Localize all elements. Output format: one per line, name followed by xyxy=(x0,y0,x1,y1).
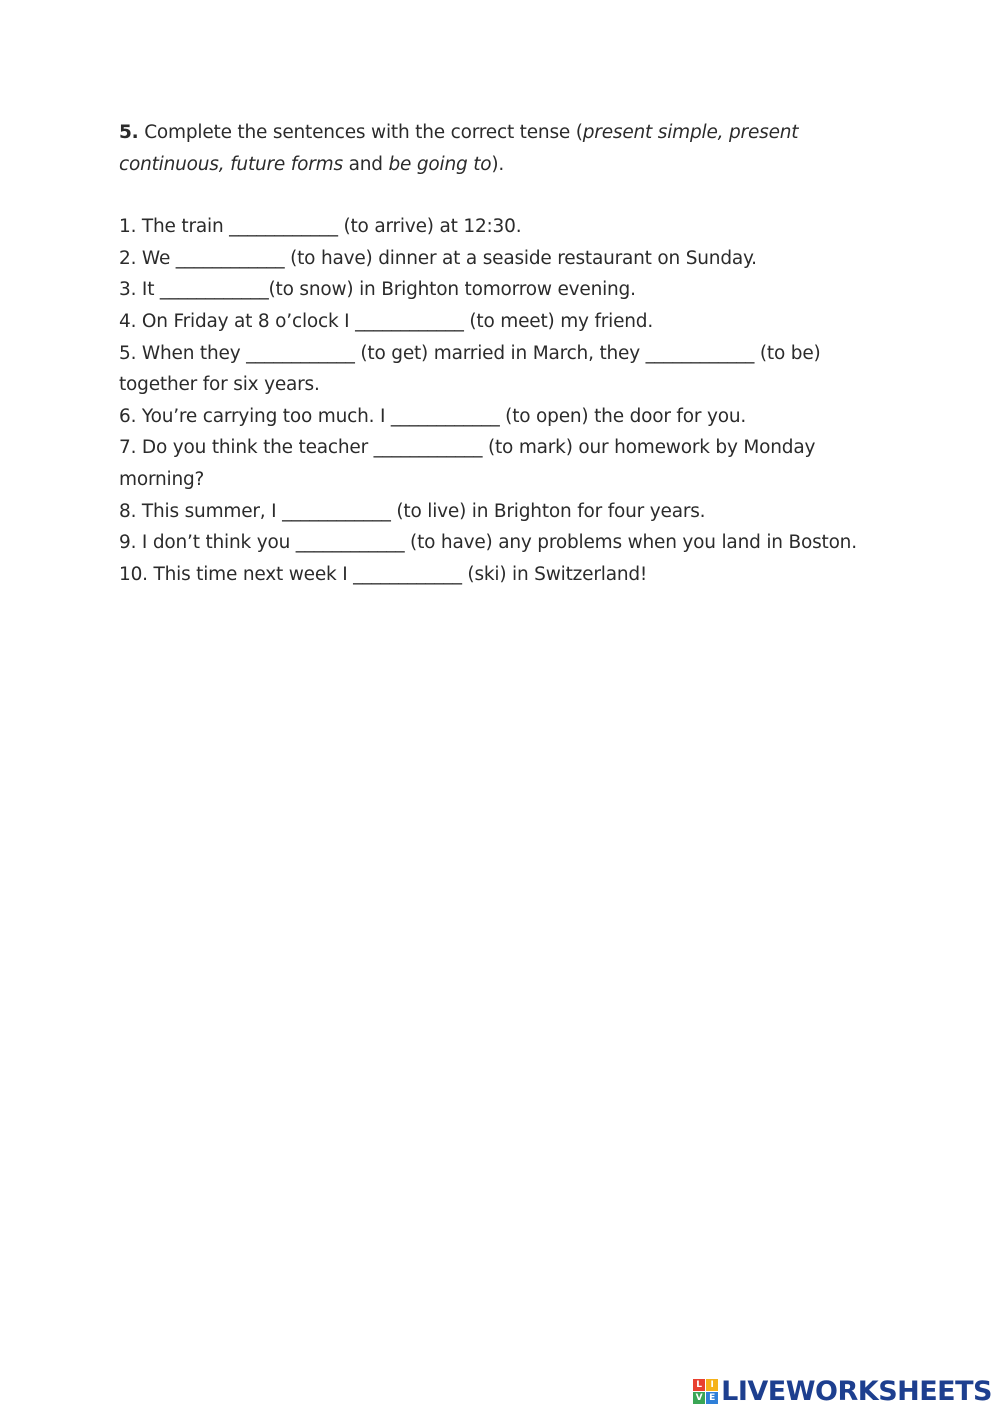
instruction-italic-tenses: present simple, present continuous, future forms xyxy=(119,122,799,175)
logo-text: LIVEWORKSHEETS xyxy=(721,1376,992,1407)
sentence-4: 4. On Friday at 8 o’clock I ____________ (to meet) my friend. xyxy=(119,310,654,332)
logo-block: E xyxy=(706,1392,718,1404)
exercise-instruction xyxy=(119,117,889,180)
exercise-number: 5. xyxy=(119,122,139,143)
sentence-5: 5. When they ____________ (to get) married in March, they ____________ (to be) together for six years. xyxy=(119,342,827,396)
instruction-text: Complete the sentences with the correct tense ( xyxy=(138,122,583,143)
sentence-10: 10. This time next week I ____________ (ski) in Switzerland! xyxy=(119,563,648,585)
instruction-italic-going-to: be going to xyxy=(388,153,492,175)
logo-block: L xyxy=(693,1379,705,1391)
sentence-8: 8. This summer, I ____________ (to live) in Brighton for four years. xyxy=(119,500,706,522)
worksheet-content xyxy=(119,117,889,590)
logo-blocks-icon xyxy=(693,1379,718,1404)
sentence-1: 1. The train ____________ (to arrive) at 12:30. xyxy=(119,216,522,238)
sentence-3: 3. It ____________(to snow) in Brighton tomorrow evening. xyxy=(119,279,636,301)
liveworksheets-logo xyxy=(693,1376,992,1407)
sentence-9: 9. I don’t think you ____________ (to have) any problems when you land in Boston. xyxy=(119,532,857,554)
sentence-7: 7. Do you think the teacher ____________ (to mark) our homework by Monday morning? xyxy=(119,437,821,490)
sentence-6: 6. You’re carrying too much. I ____________ (to open) the door for you. xyxy=(119,405,747,427)
logo-block: V xyxy=(693,1392,705,1404)
logo-block: I xyxy=(706,1379,718,1391)
instruction-text: and xyxy=(342,153,389,175)
instruction-text: ). xyxy=(491,153,505,175)
sentence-2: 2. We ____________ (to have) dinner at a seaside restaurant on Sunday. xyxy=(119,247,757,269)
